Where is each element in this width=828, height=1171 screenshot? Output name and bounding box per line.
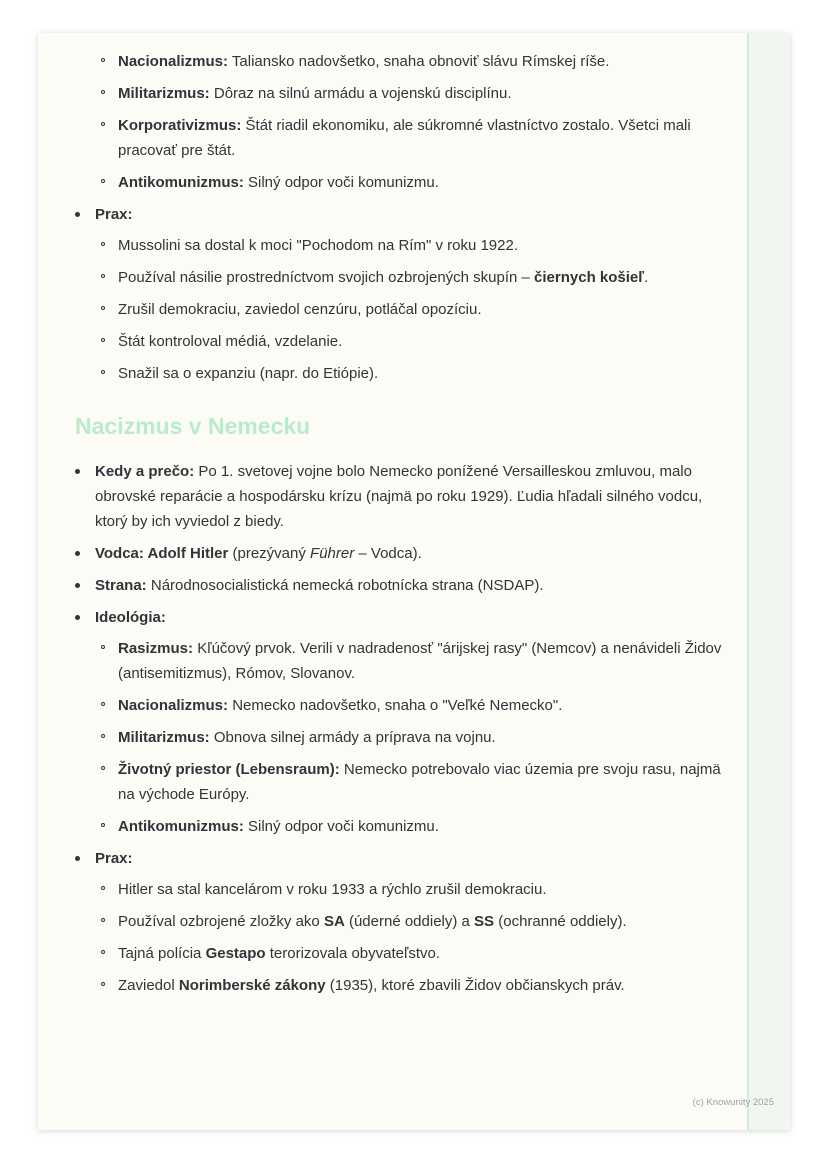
text-segment: Militarizmus: [118, 85, 210, 102]
bullet-circle-icon [101, 274, 105, 278]
list-item-text [95, 605, 730, 630]
list-item-row [101, 941, 730, 966]
bullet-circle-icon [101, 950, 105, 954]
bullet-circle-icon [101, 338, 105, 342]
bullet-disc-icon [75, 212, 80, 217]
text-segment: Tajná polícia [118, 945, 206, 962]
bullet-circle-icon [101, 370, 105, 374]
text-segment: Kľúčový prvok. Verili v nadradenosť "árijskej rasy" (Nemcov) a nenávideli Židov (antisemitizmus), Rómov, Slovanov. [118, 640, 722, 682]
list-item [101, 757, 730, 807]
text-segment: Národnosocialistická nemecká robotnícka strana (NSDAP). [146, 577, 544, 594]
text-segment: Militarizmus: [118, 729, 210, 746]
text-segment: Používal ozbrojené zložky ako [118, 913, 324, 930]
text-segment: Mussolini sa dostal k moci "Pochodom na Rím" v roku 1922. [118, 237, 518, 254]
text-segment: Antikomunizmus: [118, 174, 244, 191]
text-segment: Kedy a prečo: [95, 463, 195, 480]
list-item-row [75, 846, 730, 871]
text-segment: Nacionalizmus: [118, 53, 229, 70]
list-item-row [101, 693, 730, 718]
text-segment: Prax: [95, 850, 133, 867]
list-item-row [75, 459, 730, 534]
list-item-row [101, 113, 730, 163]
text-segment: Taliansko nadovšetko, snaha obnoviť slávu Rímskej ríše. [228, 53, 610, 70]
text-segment: Štát kontroloval médiá, vzdelanie. [118, 333, 343, 350]
list-item-text [118, 909, 730, 934]
list-item-row [101, 265, 730, 290]
list-item [101, 814, 730, 839]
text-segment: (prezývaný [228, 545, 311, 562]
list-item-text [118, 265, 730, 290]
list-item [101, 361, 730, 386]
list-item [101, 725, 730, 750]
list-item [75, 202, 730, 386]
list-item-text [118, 725, 730, 750]
text-segment: Silný odpor voči komunizmu. [243, 818, 439, 835]
text-segment: Zaviedol [118, 977, 179, 994]
list-item [75, 846, 730, 998]
bullet-circle-icon [101, 766, 105, 770]
list-item-row [75, 202, 730, 227]
list-item-row [101, 81, 730, 106]
list-item-text [95, 541, 730, 566]
list-item-text [118, 113, 730, 163]
bullet-disc-icon [75, 615, 80, 620]
sub-bullet-list [101, 49, 730, 195]
bullet-list [75, 202, 730, 386]
list-item-text [118, 49, 730, 74]
bullet-circle-icon [101, 823, 105, 827]
sub-bullet-list [101, 233, 730, 386]
text-segment: Korporativizmus: [118, 117, 242, 134]
list-item-text [95, 573, 730, 598]
list-item [101, 693, 730, 718]
sub-bullet-list [101, 636, 730, 839]
list-item [101, 973, 730, 998]
bullet-circle-icon [101, 179, 105, 183]
bullet-circle-icon [101, 122, 105, 126]
text-segment: Štát riadil ekonomiku, ale súkromné vlastníctvo zostalo. Všetci mali pracovať pre štát. [118, 117, 691, 159]
list-item-row [101, 725, 730, 750]
text-segment: . [644, 269, 649, 286]
bullet-disc-icon [75, 856, 80, 861]
list-item-text [95, 846, 730, 871]
text-segment: Životný priestor (Lebensraum): [118, 761, 340, 778]
list-item-row [101, 636, 730, 686]
list-item [101, 265, 730, 290]
bullet-circle-icon [101, 90, 105, 94]
bullet-circle-icon [101, 242, 105, 246]
list-item-text [95, 202, 730, 227]
list-item [101, 877, 730, 902]
bullet-circle-icon [101, 734, 105, 738]
bullet-disc-icon [75, 469, 80, 474]
bullet-circle-icon [101, 982, 105, 986]
list-item-row [101, 361, 730, 386]
text-segment: SS [474, 913, 495, 930]
text-segment: terorizovala obyvateľstvo. [265, 945, 441, 962]
text-segment: Nemecko nadovšetko, snaha o "Veľké Nemecko". [228, 697, 563, 714]
bullet-disc-icon [75, 551, 80, 556]
copyright-footer: (c) Knowunity 2025 [692, 1097, 774, 1108]
bullet-circle-icon [101, 58, 105, 62]
text-segment: Zrušil demokraciu, zaviedol cenzúru, potláčal opozíciu. [118, 301, 482, 318]
section-heading: Nacizmus v Nemecku [75, 413, 311, 439]
list-item-text [118, 693, 730, 718]
text-segment: Hitler sa stal kancelárom v roku 1933 a rýchlo zrušil demokraciu. [118, 881, 547, 898]
list-item-text [118, 757, 730, 807]
bullet-circle-icon [101, 918, 105, 922]
text-segment: – Vodca). [354, 545, 422, 562]
list-item [101, 329, 730, 354]
list-item-text [118, 170, 730, 195]
list-item-text [118, 973, 730, 998]
text-segment: Gestapo [205, 945, 266, 962]
list-item-text [118, 814, 730, 839]
text-segment: Prax: [95, 206, 133, 223]
list-item-row [101, 297, 730, 322]
text-segment: (úderné oddiely) a [344, 913, 475, 930]
text-segment: (1935), ktoré zbavili Židov občianskych práv. [325, 977, 625, 994]
list-item [75, 605, 730, 839]
list-item-text [118, 877, 730, 902]
list-item-text [118, 81, 730, 106]
list-item-row [101, 757, 730, 807]
list-item [101, 233, 730, 258]
list-item-text [118, 636, 730, 686]
text-segment: Norimberské zákony [178, 977, 326, 994]
bullet-list [75, 459, 730, 998]
list-item-row [75, 541, 730, 566]
text-segment: SA [323, 913, 345, 930]
text-segment: Nemecko potrebovalo viac územia pre svoju rasu, najmä na východe Európy. [118, 761, 721, 803]
text-segment: Silný odpor voči komunizmu. [243, 174, 439, 191]
bullet-circle-icon [101, 645, 105, 649]
text-segment: Antikomunizmus: [118, 818, 244, 835]
text-segment: Vodca: Adolf Hitler [95, 545, 229, 562]
list-item-row [75, 573, 730, 598]
text-segment: Strana: [95, 577, 147, 594]
bullet-circle-icon [101, 306, 105, 310]
text-segment: (ochranné oddiely). [494, 913, 627, 930]
list-item-row [101, 49, 730, 74]
list-item [101, 170, 730, 195]
list-item-text [118, 941, 730, 966]
text-segment: Nacionalizmus: [118, 697, 229, 714]
text-segment: Používal násilie prostredníctvom svojich ozbrojených skupín – [118, 269, 535, 286]
list-item-row [101, 814, 730, 839]
text-segment: Ideológia: [95, 609, 166, 626]
list-item-text [118, 361, 730, 386]
list-item-row [101, 877, 730, 902]
list-item-row [101, 170, 730, 195]
bullet-disc-icon [75, 583, 80, 588]
list-item-row [101, 973, 730, 998]
text-segment: Po 1. svetovej vojne bolo Nemecko ponížené Versailleskou zmluvou, malo obrovské reparácie a hospodársku krízu (najmä po roku 1929). Ľudia hľadali silného vodcu, ktorý by ich vyviedol z biedy. [95, 463, 703, 530]
bullet-circle-icon [101, 886, 105, 890]
text-segment: Führer [310, 545, 355, 562]
bullet-circle-icon [101, 702, 105, 706]
list-item [101, 81, 730, 106]
list-item [101, 113, 730, 163]
list-item-row [75, 605, 730, 630]
list-item [101, 297, 730, 322]
text-segment: Obnova silnej armády a príprava na vojnu. [209, 729, 496, 746]
document-content [38, 33, 790, 1005]
list-item [101, 636, 730, 686]
list-item [101, 941, 730, 966]
list-item [75, 541, 730, 566]
text-segment: Rasizmus: [118, 640, 194, 657]
list-item-text [95, 459, 730, 534]
list-item [101, 49, 730, 74]
note-page-card [38, 33, 790, 1130]
text-segment: Snažil sa o expanziu (napr. do Etiópie). [118, 365, 379, 382]
text-segment: čiernych košieľ [534, 269, 645, 286]
list-item-row [101, 909, 730, 934]
list-item-row [101, 233, 730, 258]
list-item-row [101, 329, 730, 354]
list-item-text [118, 297, 730, 322]
list-item-text [118, 233, 730, 258]
list-item [101, 909, 730, 934]
list-item [75, 459, 730, 534]
text-segment: Dôraz na silnú armádu a vojenskú disciplínu. [209, 85, 512, 102]
list-item [75, 573, 730, 598]
list-item-text [118, 329, 730, 354]
sub-bullet-list [101, 877, 730, 998]
